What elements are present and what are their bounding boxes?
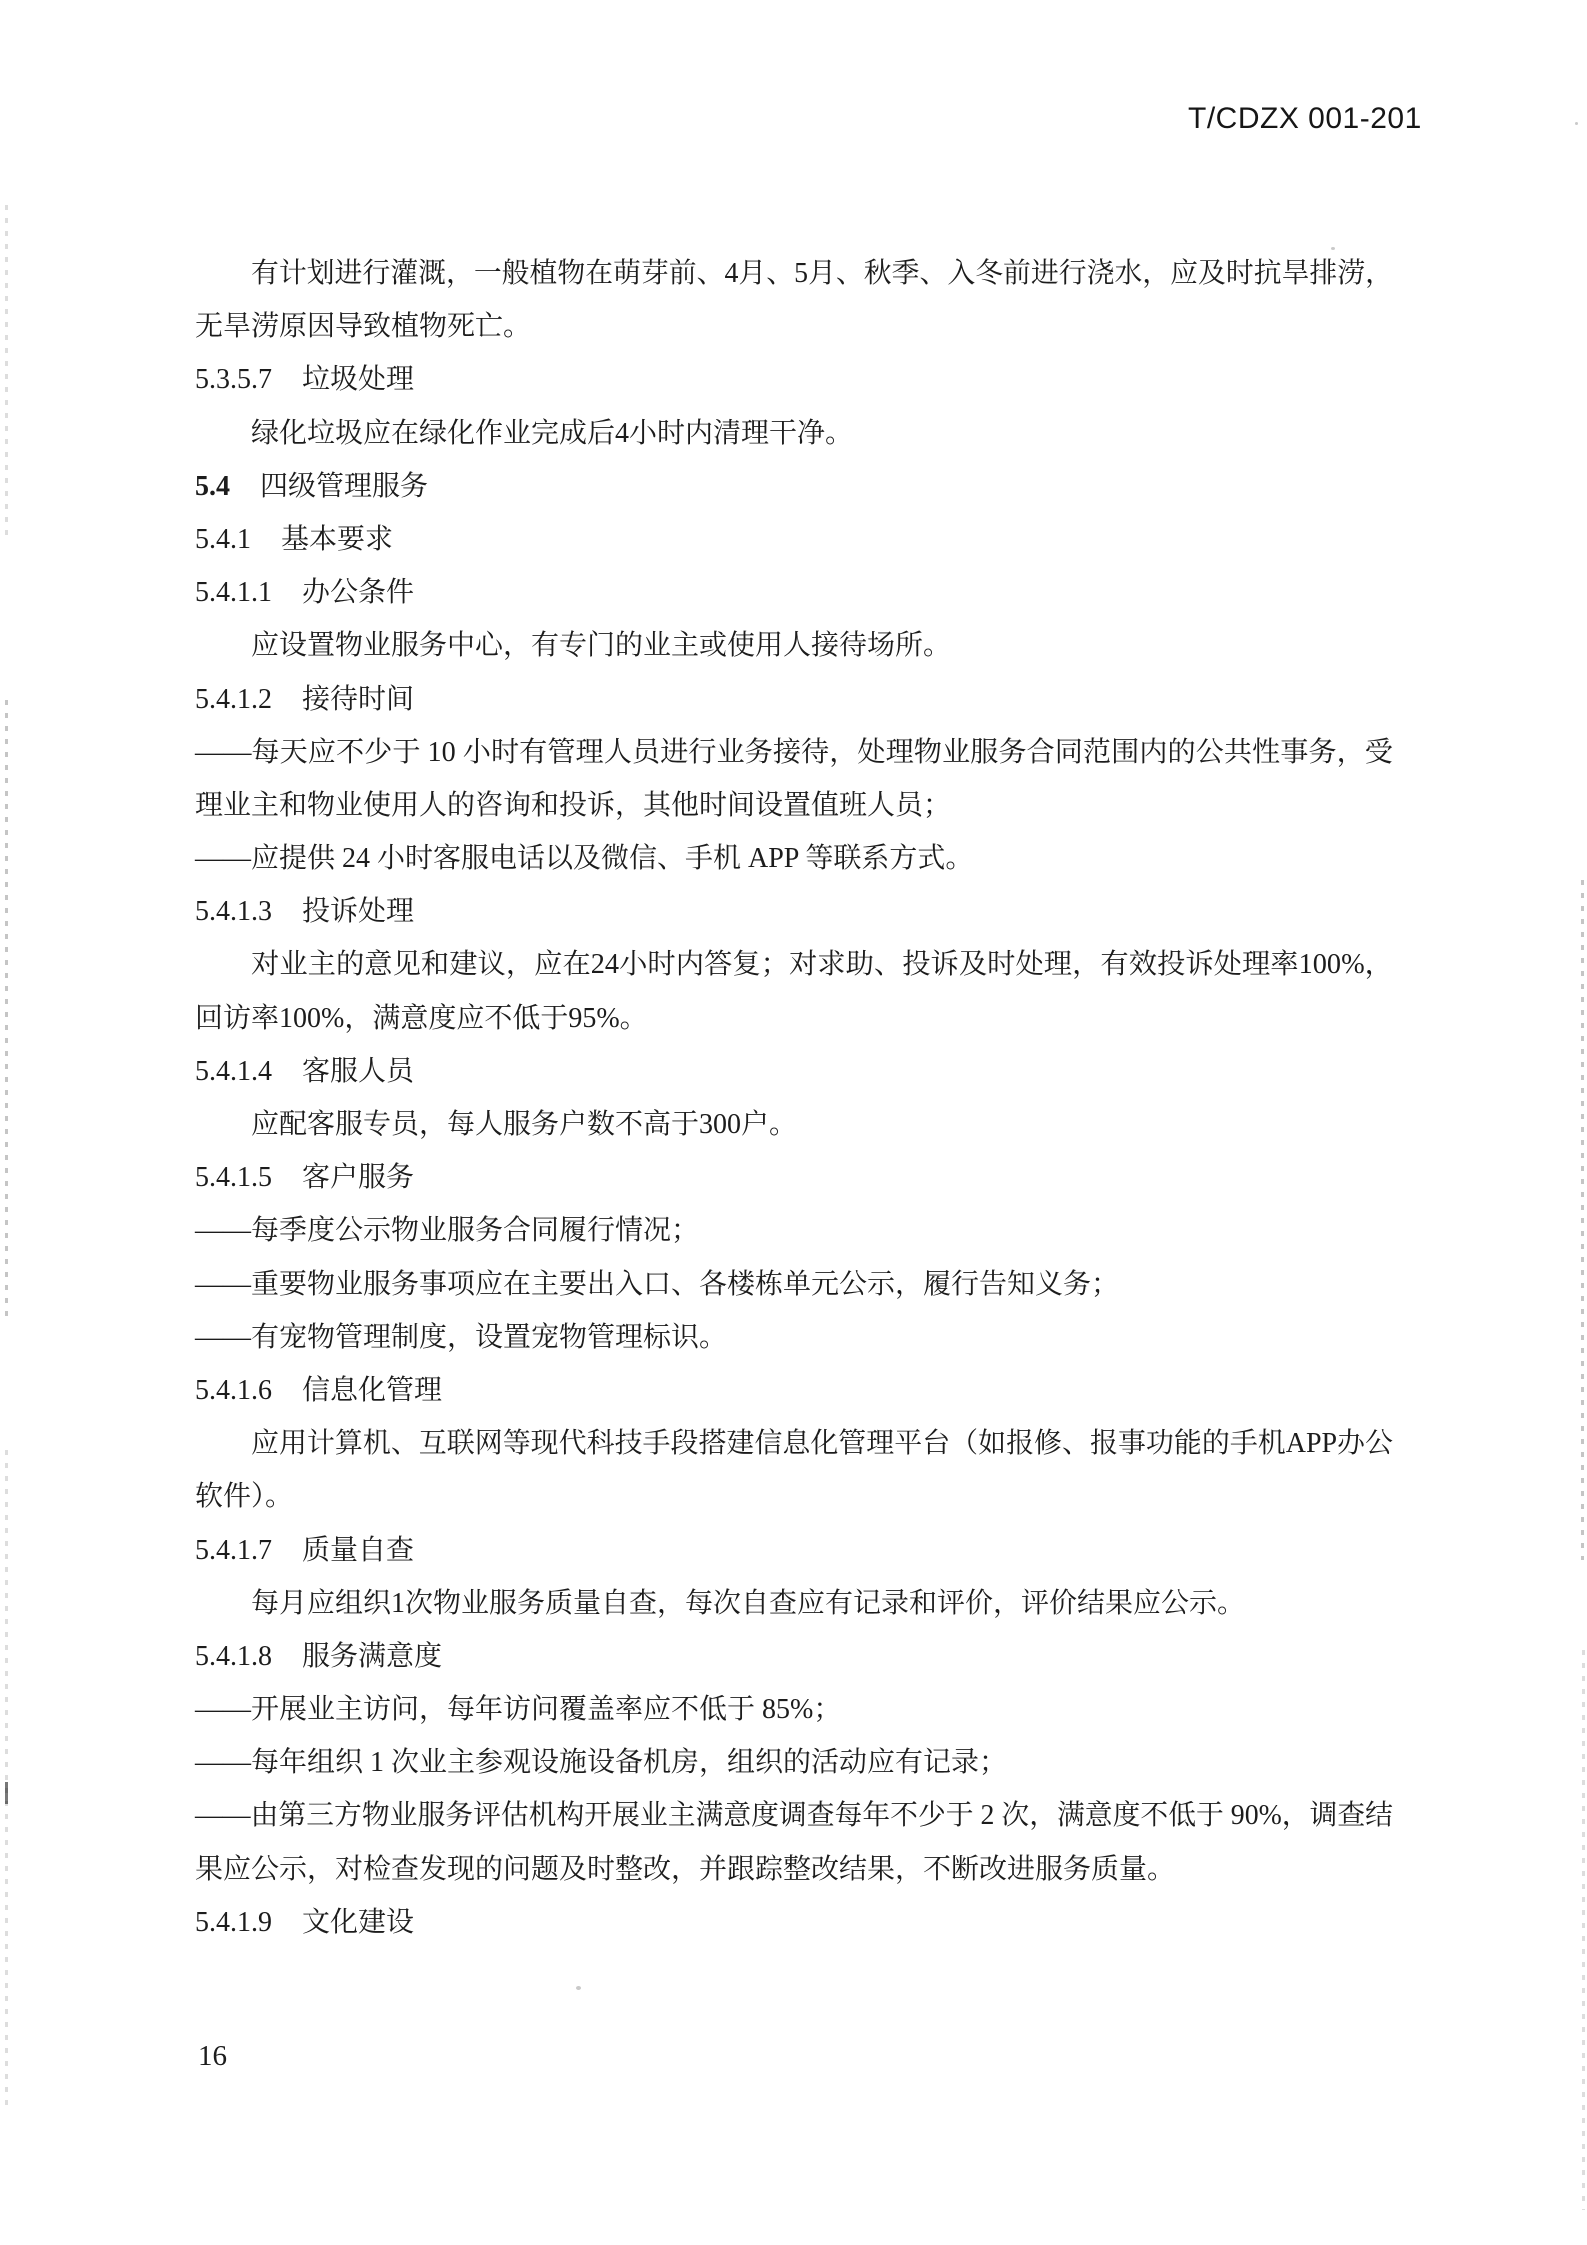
section-title: 质量自查 (302, 1534, 415, 1566)
list-dash-line: ——应提供 24 小时客服电话以及微信、手机 APP 等联系方式。 (195, 843, 974, 875)
section-title: 四级管理服务 (260, 470, 429, 502)
section-heading (195, 1524, 1393, 1577)
section-number: 5.4 (195, 470, 230, 502)
paragraph-line: 应设置物业服务中心，有专门的业主或使用人接待场所。 (251, 630, 952, 662)
paragraph-line: 理业主和物业使用人的咨询和投诉，其他时间设置值班人员； (195, 789, 952, 821)
section-heading (195, 1896, 1393, 1949)
section-number: 5.4.1.3 (195, 896, 272, 928)
paragraph-line: 应配客服专员，每人服务户数不高于300户。 (251, 1109, 798, 1140)
section-number: 5.4.1.4 (195, 1055, 272, 1087)
section-heading (195, 885, 1393, 938)
scan-speck-3 (1575, 122, 1578, 125)
section-title: 信息化管理 (302, 1374, 443, 1406)
section-heading (195, 513, 1393, 566)
section-title: 办公条件 (302, 577, 415, 609)
section-title: 接待时间 (302, 683, 415, 715)
section-heading (195, 1045, 1393, 1098)
paragraph-line: 每月应组织1次物业服务质量自查，每次自查应有记录和评价，评价结果应公示。 (251, 1587, 1246, 1619)
section-heading (195, 353, 1393, 406)
section-number: 5.4.1.1 (195, 577, 272, 609)
paragraph-line: 软件）。 (195, 1481, 294, 1513)
standard-code-header: T/CDZX 001-201 (1188, 102, 1422, 135)
paragraph-line: 对业主的意见和建议，应在24小时内答复；对求助、投诉及时处理，有效投诉处理率100%， (251, 949, 1393, 981)
list-dash-line: ——由第三方物业服务评估机构开展业主满意度调查每年不少于 2 次，满意度不低于 90%，调查结 (195, 1800, 1393, 1832)
section-number: 5.4.1.5 (195, 1162, 272, 1194)
section-heading (195, 460, 1393, 513)
section-number: 5.4.1.8 (195, 1640, 272, 1672)
section-title: 基本要求 (281, 523, 394, 555)
section-heading (195, 566, 1393, 619)
paragraph-line: 有计划进行灌溉，一般植物在萌芽前、4月、5月、秋季、入冬前进行浇水，应及时抗旱排涝， (251, 258, 1393, 289)
paragraph-line: 应用计算机、互联网等现代科技手段搭建信息化管理平台（如报修、报事功能的手机APP办公 (251, 1428, 1393, 1460)
list-dash-line: ——重要物业服务事项应在主要出入口、各楼栋单元公示，履行告知义务； (195, 1268, 1120, 1300)
list-dash-line: ——开展业主访问，每年访问覆盖率应不低于 85%； (195, 1694, 842, 1726)
list-dash-line: ——每年组织 1 次业主参观设施设备机房，组织的活动应有记录； (195, 1747, 1008, 1779)
list-dash-line: ——每天应不少于 10 小时有管理人员进行业务接待，处理物业服务合同范围内的公共性事务，受 (195, 736, 1393, 768)
document-body (195, 247, 1393, 1949)
section-number: 5.4.1 (195, 523, 251, 555)
section-heading (195, 1364, 1393, 1417)
scan-noise-right-mid (1581, 880, 1584, 1560)
paragraph-line: 回访率100%，满意度应不低于95%。 (195, 1002, 648, 1034)
scan-noise-right-bottom (1582, 1650, 1585, 2210)
section-title: 投诉处理 (302, 896, 415, 928)
list-dash-line: ——每季度公示物业服务合同履行情况； (195, 1215, 700, 1247)
section-title: 垃圾处理 (302, 364, 415, 396)
paragraph-line: 无旱涝原因导致植物死亡。 (195, 311, 532, 343)
section-heading (195, 1151, 1393, 1204)
scan-noise-left-mid (5, 700, 8, 1320)
page-number: 16 (198, 2040, 227, 2072)
section-heading (195, 1630, 1393, 1683)
scan-speck-2 (576, 1986, 581, 1990)
section-title: 客服人员 (302, 1055, 415, 1087)
scan-tick-left (5, 1782, 8, 1804)
scan-noise-left-bottom (5, 1450, 8, 2110)
section-title: 服务满意度 (302, 1640, 443, 1672)
scan-noise-left-top (5, 205, 8, 535)
section-number: 5.4.1.7 (195, 1534, 272, 1566)
section-number: 5.4.1.9 (195, 1906, 272, 1938)
section-title: 文化建设 (302, 1906, 415, 1938)
paragraph-line: 绿化垃圾应在绿化作业完成后4小时内清理干净。 (251, 417, 854, 449)
section-number: 5.4.1.2 (195, 683, 272, 715)
list-dash-line: ——有宠物管理制度，设置宠物管理标识。 (195, 1321, 728, 1353)
section-title: 客户服务 (302, 1162, 415, 1194)
section-heading (195, 673, 1393, 726)
paragraph-line: 果应公示，对检查发现的问题及时整改，并跟踪整改结果，不断改进服务质量。 (195, 1853, 1176, 1885)
section-number: 5.4.1.6 (195, 1374, 272, 1406)
section-number: 5.3.5.7 (195, 364, 272, 396)
